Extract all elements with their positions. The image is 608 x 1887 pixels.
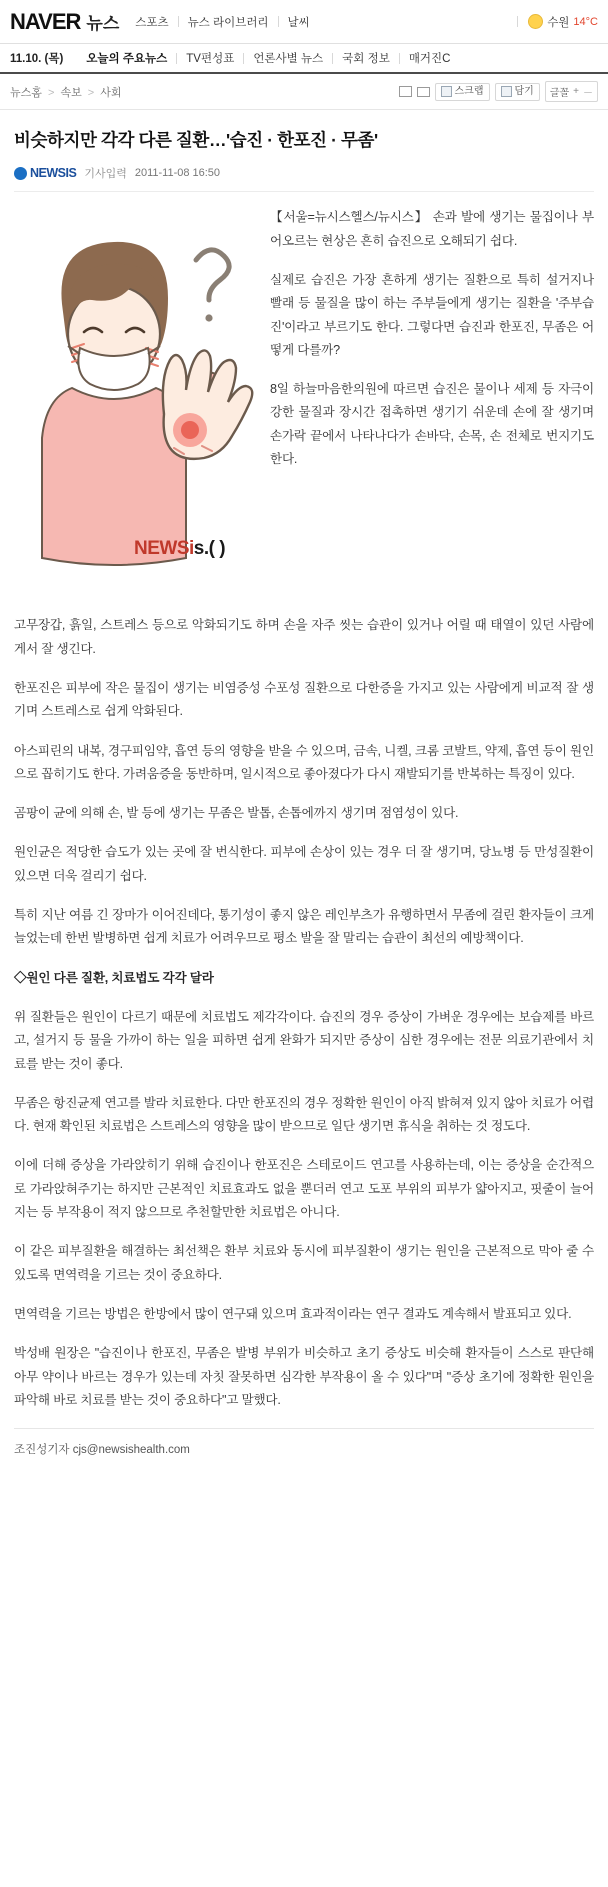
press-logo[interactable]: [14, 166, 76, 180]
newsis-watermark-red: NEWSi: [134, 538, 194, 560]
publish-label: 기사입력: [84, 168, 127, 181]
breadcrumb-item-home[interactable]: 뉴스홈: [10, 86, 42, 99]
subnav-item-press-news[interactable]: 언론사별 뉴스: [253, 53, 324, 65]
article-toolbar: [399, 81, 598, 102]
global-nav-bar: [0, 0, 608, 44]
article-paragraph: 곰팡이 균에 의해 손, 발 등에 생기는 무좀은 발톱, 손톱에까지 생기며 점염성이 있다.: [14, 806, 459, 821]
press-name: NEWSIS: [30, 166, 77, 181]
article-paragraph: 【서울=뉴시스헬스/뉴시스】 손과 발에 생기는 물집이나 부어오르는 현상은 흔히 습진으로 오해되기 쉽다.: [270, 210, 594, 248]
article-paragraph: 이 같은 피부질환을 해결하는 최선책은 환부 치료와 동시에 피부질환이 생기는 원인을 근본적으로 막아 줄 수 있도록 면역력을 기르는 것이 중요하다.: [14, 1244, 594, 1282]
article-lead-section: [14, 206, 594, 614]
article-paragraph: 무좀은 항진균제 연고를 발라 치료한다. 다만 한포진의 경우 정확한 원인이 아직 밝혀져 있지 않아 치료가 어렵다. 현재 확인된 치료법은 스트레스의 영향을 많이 받으므로 일단 생기면 휴식을 취하는 것 정도다.: [14, 1095, 594, 1134]
scrap-icon: [441, 86, 452, 97]
breadcrumb-item-society[interactable]: 사회: [100, 86, 122, 99]
weather-temp: 14°C: [573, 15, 598, 28]
article-subheading: ◇원인 다른 질환, 치료법도 각각 달라: [14, 970, 214, 985]
article-paragraph: 이에 더해 증상을 가라앉히기 위해 습진이나 한포진은 스테로이드 연고를 사용하는데, 이는 증상을 순간적으로 가라앉혀주기는 하지만 근본적인 치료효과도 없을 뿐더러 연고 도포 부위의 피부가 얇아지고, 핏줄이 늘어지는 등 부작용이 적지 않으므로 추천할만한 치료법은 아니다.: [14, 1158, 594, 1220]
subnav-item-magazine-c[interactable]: 매거진C: [408, 53, 451, 65]
article-paragraph: 특히 지난 여름 긴 장마가 이어진데다, 통기성이 좋지 않은 레인부츠가 유행하면서 무좀에 걸린 환자들이 크게 늘었는데 한번 발병하면 쉽게 치료가 어려우므로 평소 발을 잘 말리는 습관이 최선의 예방책이다.: [14, 908, 594, 946]
publish-time: 2011-11-08 16:50: [134, 167, 221, 180]
divider: [178, 16, 179, 27]
subnav-item-tv-schedule[interactable]: TV편성표: [186, 53, 235, 65]
article-paragraph: 위 질환들은 원인이 다르기 때문에 치료법도 제각각이다. 습진의 경우 증상이 가벼운 경우에는 보습제를 바르고, 설거지 등 물을 가까이 하는 일을 피하면 쉽게 완화가 되지만 증상이 심한 경우에는 전문 의료기관에서 치료를 받는 것이 좋다.: [14, 1009, 594, 1071]
breadcrumb-separator: >: [47, 86, 55, 99]
store-button-label: 담기: [514, 85, 534, 97]
weather-city: 수원: [547, 16, 570, 29]
article-paragraph: 8일 하늘마음한의원에 따르면 습진은 물이나 세제 등 자극이 강한 물질과 장시간 접촉하면 생기기 쉬운데 손에 잘 생기며 손가락 끝에서 나타나다가 손바닥, 손목, 손 전체로 번지기도 한다.: [270, 382, 594, 467]
secondary-nav-bar: [0, 44, 608, 74]
breadcrumb-item-breaking[interactable]: 속보: [60, 86, 82, 99]
subnav-item-assembly-info[interactable]: 국회 정보: [342, 53, 390, 65]
store-button[interactable]: [495, 83, 540, 101]
font-decrease-button[interactable]: －: [583, 88, 593, 99]
article-paragraph: 박성배 원장은 "습진이나 한포진, 무좀은 발병 부위가 비슷하고 초기 증상도 비슷해 환자들이 스스로 판단해 아무 약이나 바르는 경우가 있는데 자칫 잘못하면 심각한 부작용이 올 수 있다"며 "증상 초기에 정확한 원인을 파악해 바로 치료를 받는 것이 중요하다"고 말했다.: [14, 1346, 594, 1407]
print-icon[interactable]: [399, 86, 412, 97]
breadcrumb-toolbar-row: [0, 74, 608, 110]
reporter-byline: 조진성기자 cjs@newsishealth.com: [14, 1428, 594, 1475]
article-header: [0, 110, 608, 192]
gnb-link-weather[interactable]: 날씨: [287, 16, 310, 29]
gnb-link-sports[interactable]: 스포츠: [135, 16, 169, 29]
news-service-title[interactable]: 뉴스: [86, 14, 120, 33]
article-paragraph: 아스피린의 내복, 경구피임약, 흡연 등의 영향을 받을 수 있으며, 금속, 니켈, 크롬 코발트, 약제, 흡연 등이 원인으로 꼽히기도 한다. 가려움증을 동반하며, 일시적으로 좋아졌다가 다시 재발되기를 반복하는 특징이 있다.: [14, 743, 594, 781]
article-paragraph: 원인균은 적당한 습도가 있는 곳에 잘 번식한다. 피부에 손상이 있는 경우 더 잘 생기며, 당뇨병 등 만성질환이 있으면 더욱 걸리기 쉽다.: [14, 845, 594, 883]
newsis-watermark: [134, 531, 225, 566]
woman-with-itchy-hand-illustration: [14, 208, 254, 608]
sun-icon: [528, 14, 543, 29]
breadcrumb-separator: >: [87, 86, 95, 99]
divider: [517, 16, 518, 27]
font-increase-button[interactable]: +: [573, 86, 579, 97]
breadcrumb: [10, 84, 122, 100]
scrap-button-label: 스크랩: [454, 85, 484, 97]
newsis-watermark-black: s.( ): [193, 538, 226, 560]
font-size-control[interactable]: [545, 81, 598, 102]
article-body: [0, 192, 608, 1412]
scrap-button[interactable]: [435, 83, 490, 101]
folder-icon: [501, 86, 512, 97]
article-paragraph: 실제로 습진은 가장 흔하게 생기는 질환으로 특히 설거지나 빨래 등 물질을 많이 하는 주부들에게 생기는 질환을 '주부습진'이라고 부르기도 한다. 그렇다면 습진과 한포진, 무좀은 어떻게 다를까?: [270, 272, 594, 357]
divider: [278, 16, 279, 27]
article-byline: [14, 165, 594, 192]
weather-widget[interactable]: [511, 14, 598, 30]
article-paragraph: 한포진은 피부에 작은 물집이 생기는 비염증성 수포성 질환으로 다한증을 가지고 있는 사람에게 비교적 잘 생기며 스트레스로 쉽게 악화된다.: [14, 680, 594, 719]
article-paragraph: 면역력을 기르는 방법은 한방에서 많이 연구돼 있으며 효과적이라는 연구 결과도 계속해서 발표되고 있다.: [14, 1306, 572, 1321]
today-date: 11.10. (목): [10, 53, 64, 65]
subnav-item-top-news[interactable]: 오늘의 주요뉴스: [86, 53, 168, 65]
font-control-label: 글꼴: [549, 88, 570, 99]
newsis-dot-icon: [14, 167, 27, 180]
page-title: 비슷하지만 각각 다른 질환…'습진 · 한포진 · 무좀': [14, 130, 378, 150]
naver-logo[interactable]: NAVER: [10, 8, 81, 34]
mail-icon[interactable]: [417, 87, 430, 97]
gnb-link-news-library[interactable]: 뉴스 라이브러리: [187, 16, 269, 29]
article-paragraph: 고무장갑, 흙일, 스트레스 등으로 악화되기도 하며 손을 자주 씻는 습관이 있거나 어릴 때 태열이 있던 사람에게서 잘 생긴다.: [14, 618, 594, 656]
